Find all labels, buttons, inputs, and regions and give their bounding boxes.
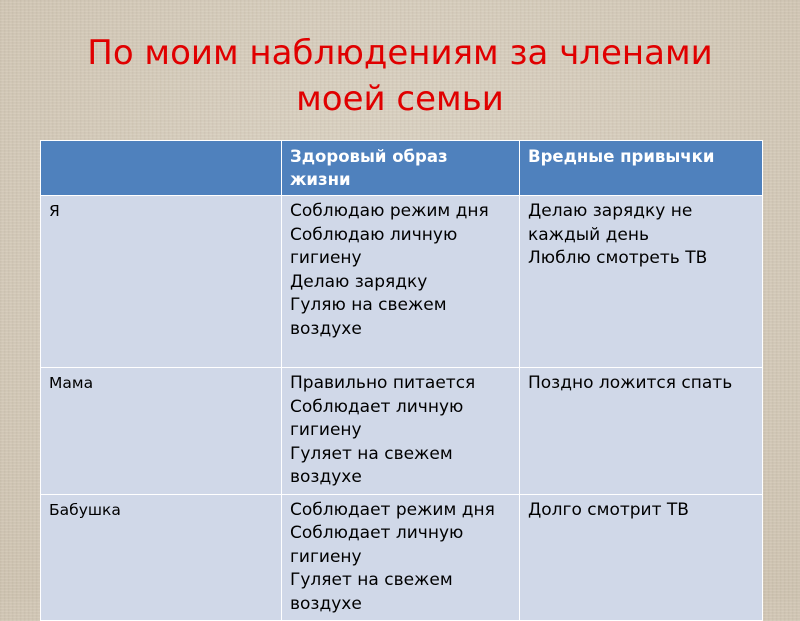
header-bad-habits: Вредные привычки: [520, 141, 763, 196]
bad-habit-item: Долго смотрит ТВ: [528, 499, 689, 520]
table-row: [41, 196, 763, 368]
habits-table: [40, 140, 763, 621]
healthy-item: Гуляю на свежем воздухе: [290, 295, 447, 339]
bad-habit-item: Люблю смотреть ТВ: [528, 248, 708, 268]
healthy-item: Гуляет на свежем воздухе: [290, 443, 453, 487]
header-person: [41, 141, 282, 196]
table-row: [41, 368, 763, 495]
healthy-item: Соблюдает личную гигиену: [290, 396, 464, 440]
table-container: [40, 140, 762, 614]
healthy-cell: [282, 368, 520, 495]
bad-habit-item: Поздно ложится спать: [528, 373, 733, 393]
healthy-item: Правильно питается: [290, 373, 476, 393]
healthy-item: Гуляет на свежем воздухе: [290, 570, 453, 614]
bad-habits-cell: [520, 494, 763, 621]
healthy-item: Делаю зарядку: [290, 271, 428, 292]
slide-title-line-2: моей семьи: [296, 79, 504, 119]
healthy-cell: [282, 196, 520, 368]
healthy-item: Соблюдаю режим дня: [290, 201, 489, 221]
slide-title: [0, 30, 800, 122]
header-healthy-lifestyle: Здоровый образ жизни: [282, 141, 520, 196]
table-row: [41, 494, 763, 621]
bad-habit-item: Делаю зарядку не каждый день: [528, 201, 693, 245]
bad-habits-cell: [520, 196, 763, 368]
healthy-cell: [282, 494, 520, 621]
person-cell: Бабушка: [41, 494, 282, 621]
person-cell: Я: [41, 196, 282, 368]
slide-title-line-1: По моим наблюдениям за членами: [87, 33, 713, 73]
healthy-item: Соблюдает личную гигиену: [290, 523, 464, 567]
table-header-row: [41, 141, 763, 196]
healthy-item: Соблюдает режим дня: [290, 499, 495, 520]
healthy-item: Соблюдаю личную гигиену: [290, 224, 458, 268]
bad-habits-cell: [520, 368, 763, 495]
person-cell: Мама: [41, 368, 282, 495]
